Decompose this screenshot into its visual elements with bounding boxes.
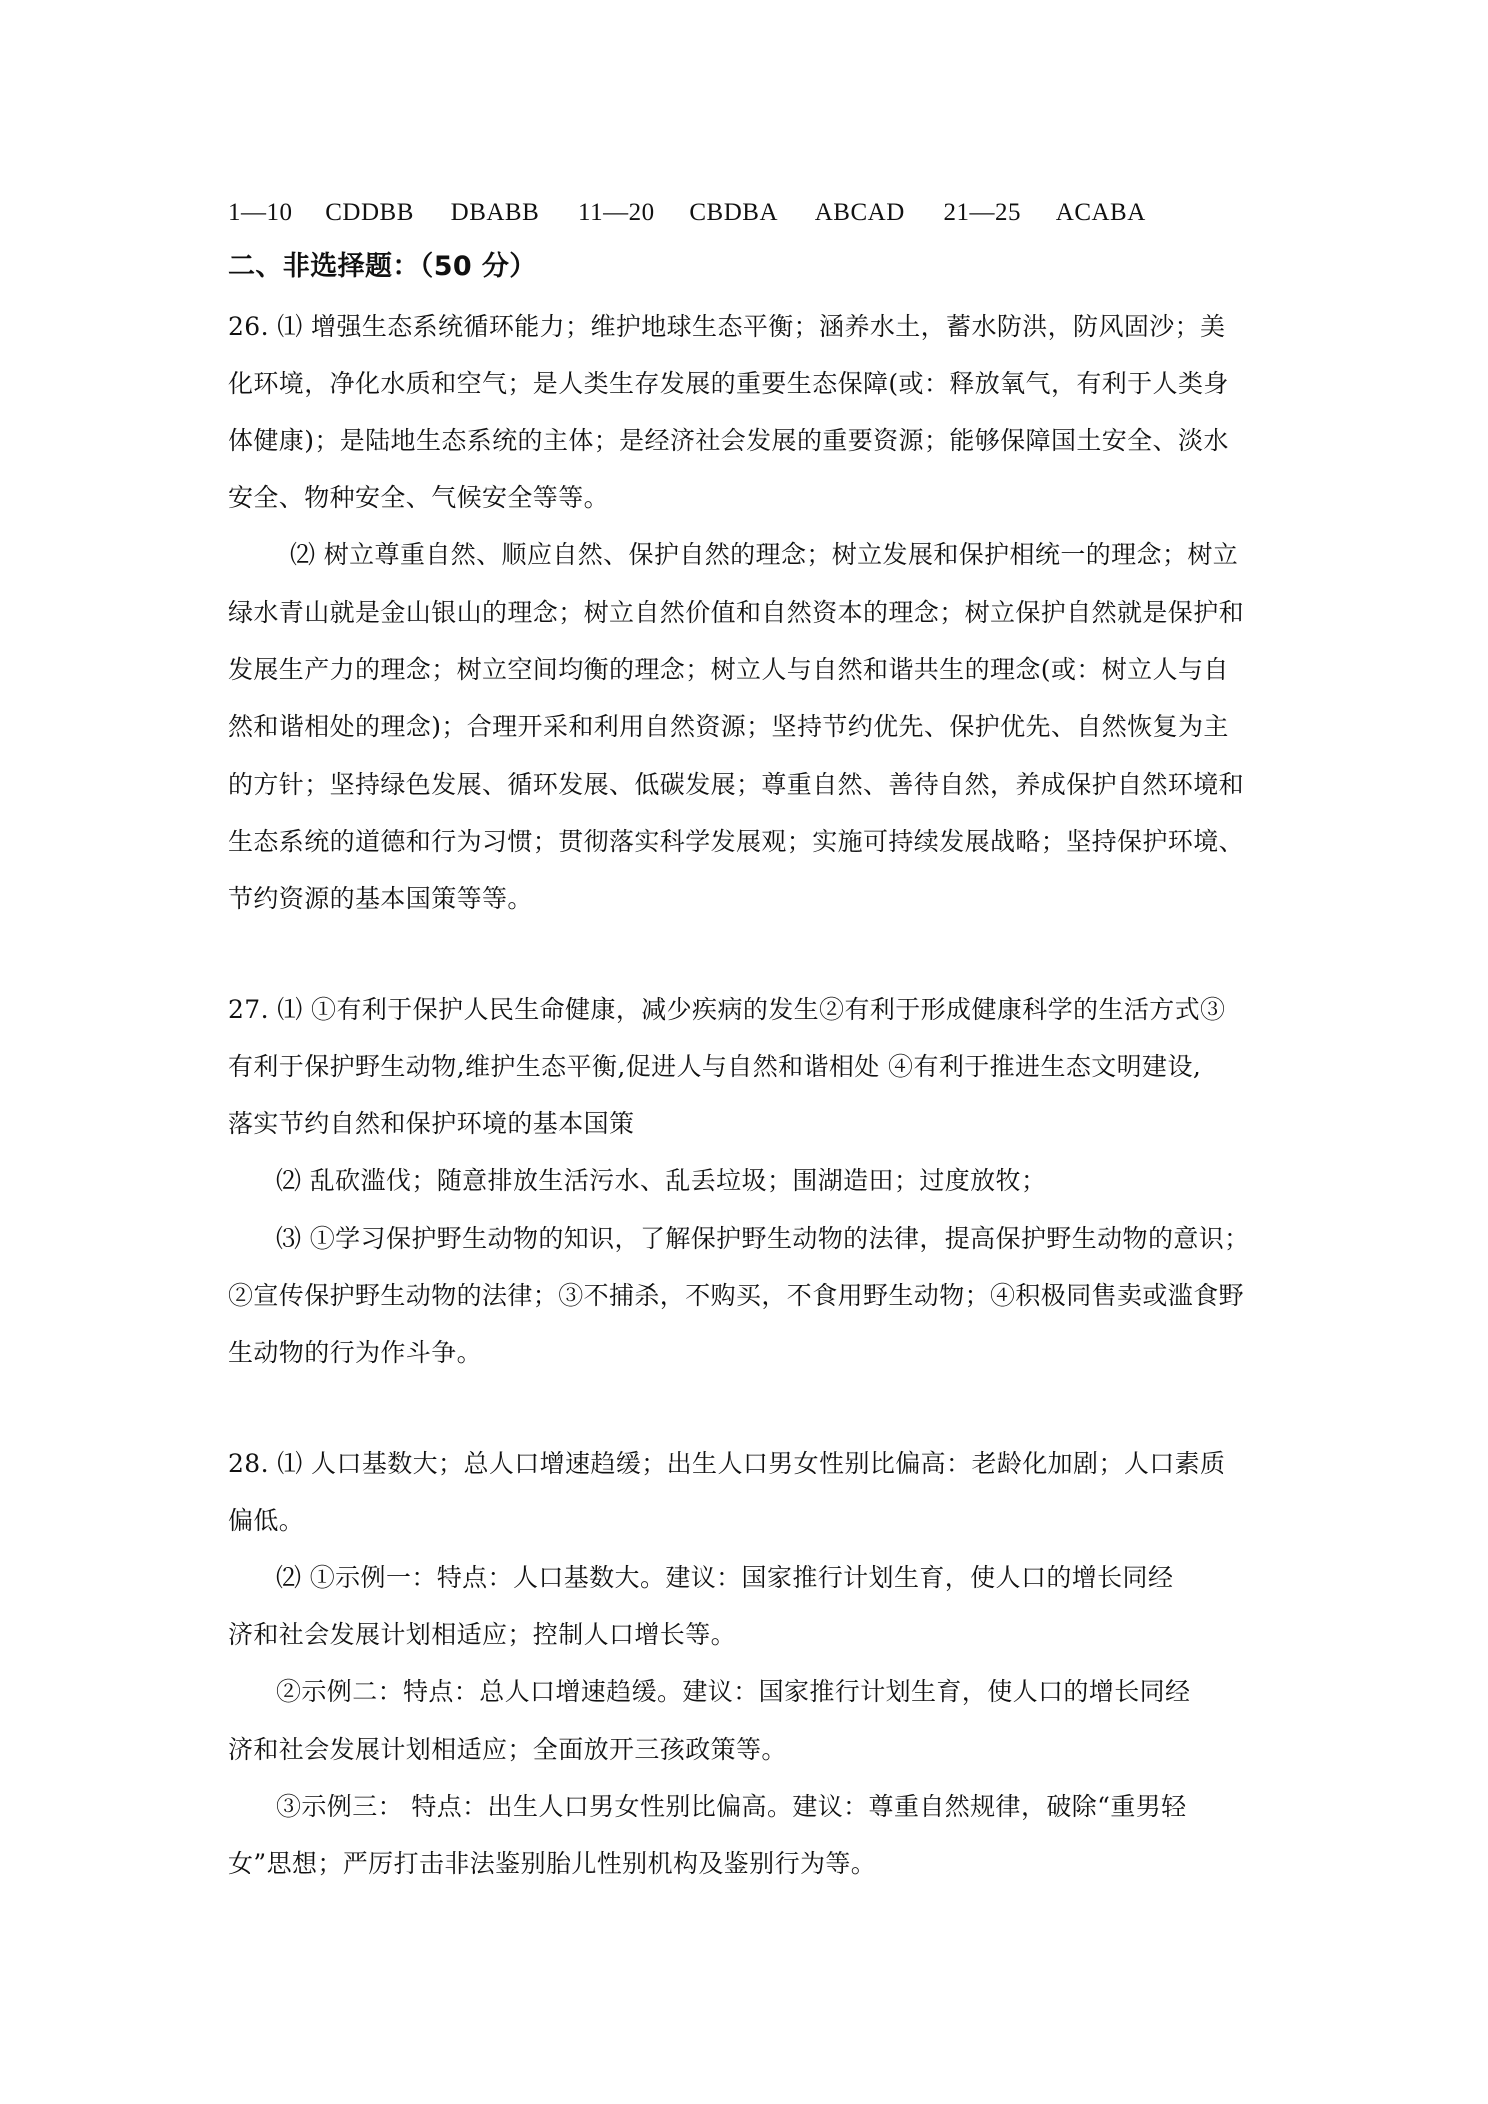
text-line: 化环境，净化水质和空气；是人类生存发展的重要生态保障(或：释放氧气，有利于人类身 <box>228 369 1229 398</box>
text-line: 体健康)；是陆地生态系统的主体；是经济社会发展的重要资源；能够保障国土安全、淡水 <box>228 426 1229 455</box>
text-line: 27. ⑴ ①有利于保护人民生命健康，减少疾病的发生②有利于形成健康科学的生活方式③ <box>228 995 1226 1024</box>
text-line: ⑶ ①学习保护野生动物的知识，了解保护野生动物的法律，提高保护野生动物的意识； <box>276 1224 1250 1253</box>
text-line: 生动物的行为作斗争。 <box>228 1338 483 1367</box>
answer-group: CBDBA <box>689 199 778 226</box>
text-line: 28. ⑴ 人口基数大；总人口增速趋缓；出生人口男女性别比偏高：老龄化加剧；人口素质 <box>228 1449 1226 1478</box>
text-line: 女”思想；严厉打击非法鉴别胎儿性别机构及鉴别行为等。 <box>228 1849 877 1878</box>
answer-group: ACABA <box>1055 199 1146 226</box>
choice-answer-key <box>228 196 1146 230</box>
text-line: ⑵ 树立尊重自然、顺应自然、保护自然的理念；树立发展和保护相统一的理念；树立 <box>290 540 1239 569</box>
text-line: 发展生产力的理念；树立空间均衡的理念；树立人与自然和谐共生的理念(或：树立人与自 <box>228 655 1229 684</box>
text-line: 然和谐相处的理念)；合理开采和利用自然资源；坚持节约优先、保护优先、自然恢复为主 <box>228 712 1229 741</box>
text-line: ③示例三： 特点：出生人口男女性别比偏高。建议：尊重自然规律，破除“重男轻 <box>276 1792 1187 1821</box>
text-line: 26. ⑴ 增强生态系统循环能力；维护地球生态平衡；涵养水土，蓄水防洪，防风固沙；美 <box>228 312 1226 341</box>
text-line: ⑵ 乱砍滥伐；随意排放生活污水、乱丢垃圾；围湖造田；过度放牧； <box>276 1166 1047 1195</box>
text-line: ②宣传保护野生动物的法律；③不捕杀，不购买，不食用野生动物；④积极同售卖或滥食野 <box>228 1281 1245 1310</box>
text-line: 济和社会发展计划相适应；控制人口增长等。 <box>228 1620 737 1649</box>
text-line: 生态系统的道德和行为习惯；贯彻落实科学发展观；实施可持续发展战略；坚持保护环境、 <box>228 827 1245 856</box>
text-line: ⑵ ①示例一：特点：人口基数大。建议：国家推行计划生育，使人口的增长同经 <box>276 1563 1174 1592</box>
text-line: 济和社会发展计划相适应；全面放开三孩政策等。 <box>228 1735 787 1764</box>
answer-group: ABCAD <box>814 199 905 226</box>
answer-range-label: 1—10 <box>228 199 293 226</box>
text-line: 安全、物种安全、气候安全等等。 <box>228 483 610 512</box>
answer-group: DBABB <box>450 199 540 226</box>
text-line: 节约资源的基本国策等等。 <box>228 884 533 913</box>
text-line: 偏低。 <box>228 1506 305 1535</box>
text-line: 有利于保护野生动物,维护生态平衡,促进人与自然和谐相处 ④有利于推进生态文明建设, <box>228 1052 1202 1081</box>
text-line: ②示例二：特点：总人口增速趋缓。建议：国家推行计划生育，使人口的增长同经 <box>276 1677 1191 1706</box>
answer-range-label: 21—25 <box>943 199 1022 226</box>
answer-range-label: 11—20 <box>578 199 655 226</box>
text-line: 绿水青山就是金山银山的理念；树立自然价值和自然资本的理念；树立保护自然就是保护和 <box>228 598 1245 627</box>
text-line: 落实节约自然和保护环境的基本国策 <box>228 1109 635 1138</box>
text-line: 的方针；坚持绿色发展、循环发展、低碳发展；尊重自然、善待自然，养成保护自然环境和 <box>228 770 1245 799</box>
section-heading: 二、非选择题：（50 分） <box>228 251 537 282</box>
answer-group: CDDBB <box>325 199 414 226</box>
